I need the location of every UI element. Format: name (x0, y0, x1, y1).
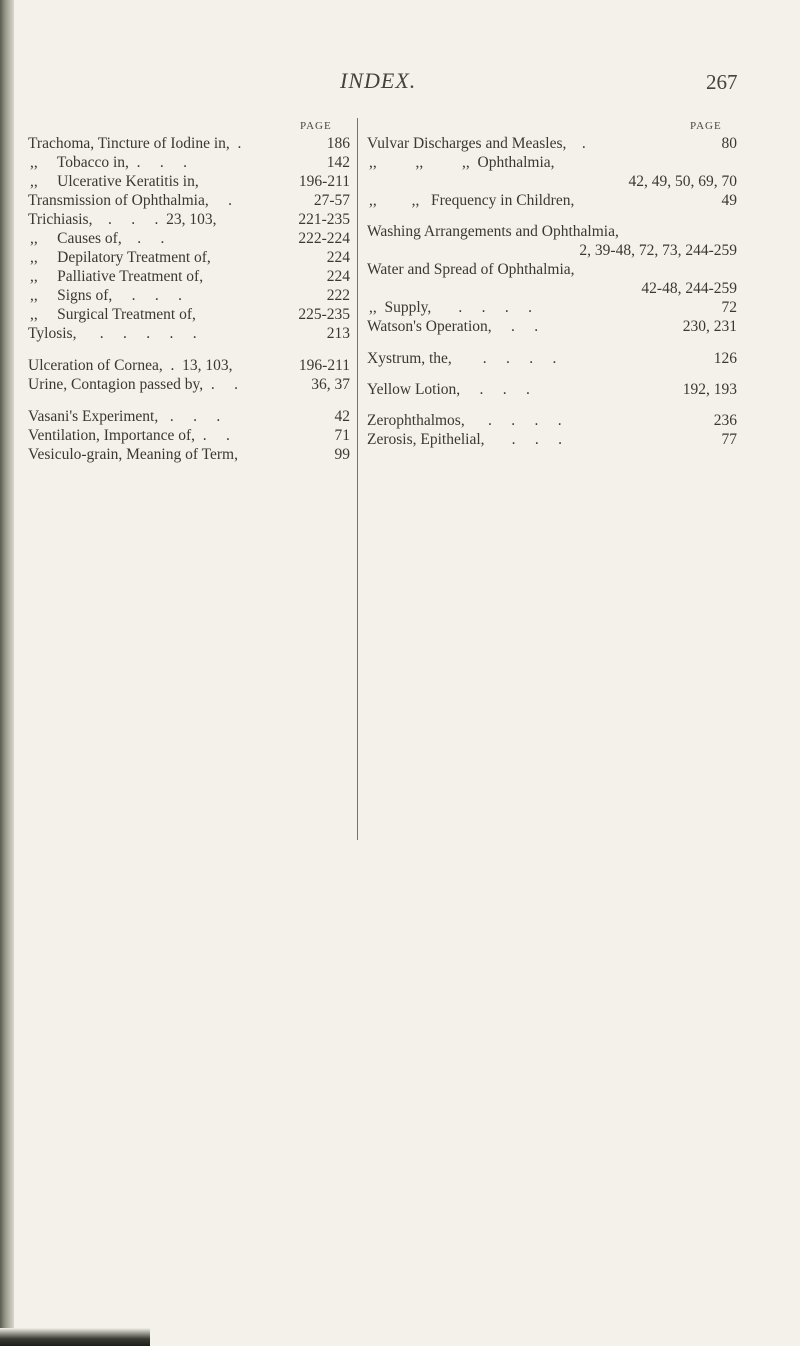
index-entry (28, 248, 350, 267)
entry-text: ,, Signs of, . . . (30, 287, 182, 304)
entry-pages: 77 (721, 431, 737, 448)
entry-text: Tylosis, . . . . . (28, 325, 197, 342)
entry-text: Urine, Contagion passed by, . . (28, 376, 238, 393)
running-head-title: INDEX. (340, 68, 417, 93)
index-entry (28, 356, 350, 375)
right-page-column-label: PAGE (690, 120, 722, 132)
entry-text: ,, Surgical Treatment of, (30, 306, 196, 323)
section-gap (367, 336, 737, 349)
index-entry (28, 172, 350, 191)
entry-pages: 27-57 (313, 192, 350, 209)
section-gap (367, 368, 737, 380)
entry-text: ,, Palliative Treatment of, (30, 268, 204, 285)
index-entry (28, 210, 350, 229)
entry-pages: 36, 37 (311, 376, 350, 393)
index-entry (367, 430, 737, 449)
index-entry (367, 260, 737, 279)
entry-pages: 196-211 (298, 357, 350, 374)
entry-text: Vulvar Discharges and Measles, . (367, 135, 586, 152)
column-divider (357, 118, 358, 840)
entry-text: Ulceration of Cornea, . 13, 103, (28, 357, 233, 374)
index-entry (28, 153, 350, 172)
index-entry (28, 229, 350, 248)
entry-text: Yellow Lotion, . . . (367, 381, 530, 398)
index-entry (28, 445, 350, 464)
page-number: 267 (706, 70, 738, 94)
entry-text: ,, Causes of, . . (30, 230, 165, 247)
index-entry (367, 222, 737, 241)
index-entry (28, 286, 350, 305)
entry-pages: 99 (334, 446, 350, 463)
entry-pages: 186 (326, 135, 350, 152)
entry-pages: 71 (334, 427, 350, 444)
entry-pages: 192, 193 (682, 381, 737, 398)
entry-pages: 42 (334, 408, 350, 425)
entry-pages: 213 (326, 325, 350, 342)
left-page-column-label: PAGE (300, 120, 332, 132)
entry-text: Trachoma, Tincture of Iodine in, . (28, 135, 242, 152)
index-entry (367, 279, 737, 298)
index-entry (367, 172, 737, 191)
index-entry (28, 134, 350, 153)
index-entry (28, 191, 350, 210)
entry-text: ,, Supply, . . . . (369, 299, 533, 316)
entry-text: Water and Spread of Ophthalmia, (367, 261, 575, 278)
entry-pages: 224 (326, 268, 350, 285)
right-index-column (367, 134, 737, 449)
entry-pages: 230, 231 (682, 318, 737, 335)
entry-pages: 224 (326, 249, 350, 266)
index-entry (367, 134, 737, 153)
entry-text: ,, Ulcerative Keratitis in, (30, 173, 199, 190)
index-entry (28, 267, 350, 286)
entry-pages: 142 (326, 154, 350, 171)
entry-pages: 72 (721, 299, 737, 316)
entry-text: Transmission of Ophthalmia, . (28, 192, 232, 209)
entry-pages: 236 (713, 412, 737, 429)
index-entry (28, 426, 350, 445)
entry-text: Xystrum, the, . . . . (367, 350, 557, 367)
entry-text: Trichiasis, . . . 23, 103, (28, 211, 217, 228)
entry-text: Vesiculo-grain, Meaning of Term, (28, 446, 238, 463)
index-entry (367, 153, 737, 172)
entry-pages: 126 (713, 350, 737, 367)
index-entry (367, 317, 737, 336)
entry-pages: 222-224 (298, 230, 350, 247)
entry-pages: 221-235 (298, 211, 350, 228)
index-entry (28, 407, 350, 426)
entry-text: Zerophthalmos, . . . . (367, 412, 562, 429)
entry-text: Washing Arrangements and Ophthalmia, (367, 223, 619, 240)
entry-pages: 225-235 (298, 306, 350, 323)
page-edge-shadow (0, 1328, 150, 1346)
entry-text: ,, ,, ,, Ophthalmia, (369, 154, 555, 171)
section-gap (28, 394, 350, 407)
entry-text: ,, ,, Frequency in Children, (369, 192, 575, 209)
entry-pages: 42-48, 244-259 (641, 280, 737, 297)
index-entry (28, 375, 350, 394)
index-entry (367, 241, 737, 260)
section-gap (367, 399, 737, 411)
index-entry (367, 411, 737, 430)
index-entry (367, 191, 737, 210)
entry-text: Ventilation, Importance of, . . (28, 427, 230, 444)
entry-pages: 222 (326, 287, 350, 304)
entry-text: Zerosis, Epithelial, . . . (367, 431, 563, 448)
entry-pages: 42, 49, 50, 69, 70 (628, 173, 737, 190)
entry-pages: 80 (721, 135, 737, 152)
index-entry (367, 298, 737, 317)
index-entry (28, 305, 350, 324)
index-entry (367, 380, 737, 399)
book-spine-shadow (0, 0, 14, 1346)
index-entry (367, 349, 737, 368)
entry-pages: 196-211 (298, 173, 350, 190)
entry-text: ,, Depilatory Treatment of, (30, 249, 211, 266)
entry-pages: 49 (721, 192, 737, 209)
entry-text: ,, Tobacco in, . . . (30, 154, 188, 171)
left-index-column (28, 134, 350, 464)
entry-text: Watson's Operation, . . (367, 318, 539, 335)
entry-text: Vasani's Experiment, . . . (28, 408, 221, 425)
index-entry (28, 324, 350, 343)
section-gap (28, 343, 350, 356)
entry-pages: 2, 39-48, 72, 73, 244-259 (579, 242, 737, 259)
section-gap (367, 210, 737, 222)
